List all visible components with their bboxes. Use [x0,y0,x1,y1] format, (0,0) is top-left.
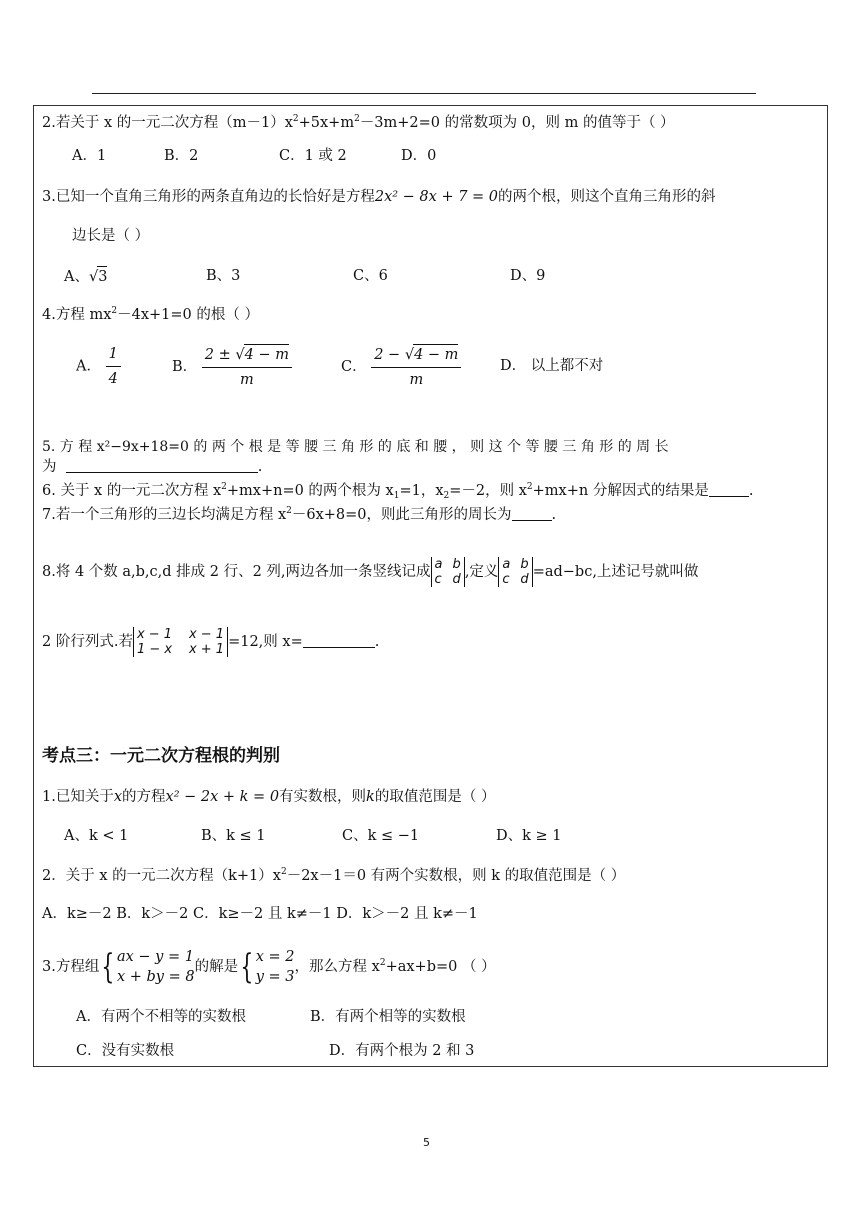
s3-q3-option-b: B．有两个相等的实数根 [310,1009,466,1025]
determinant-abcd-definition: a b c d [498,557,532,587]
question-5: 5. 方 程 x²−9x+18=0 的 两 个 根 是 等 腰 三 角 形 的 底 和 腰 ， 则 这 个 等 腰 三 角 形 的 周 长 [42,439,669,455]
q4-option-a: A． $\frac{1}{4}$ [76,344,121,389]
q5-answer-blank[interactable] [66,458,258,473]
determinant-abcd: a b c d [431,557,465,587]
q3-option-a: A、√3 [64,266,107,287]
q4-option-d: D． 以上都不对 [500,358,604,374]
question-5-line-2: 为 . [42,459,263,475]
solution-system: x = 2 y = 3 [255,949,295,985]
q3-equation: 2x² − 8x + 7 = 0 [374,189,499,205]
q2-option-d: D．0 [401,148,437,164]
s3-q1-option-b: B、k ≤ 1 [201,828,266,844]
s3-question-2: 2．关于 x 的一元二次方程$(k+1)x^2-2x-1=0$ 有两个实数根，则 k 的取值范围是（ ） [42,867,626,884]
question-8-line-2: 2 阶行列式.若 x − 1 x − 1 1 − x x + 1 =12,则 x= . [42,627,380,657]
s3-q3-option-a: A．有两个不相等的实数根 [76,1009,246,1025]
question-2: 2.若关于 x 的一元二次方程$(m-1)x^2+5x+m^2-3m+2=0$ 的常数项为 0，则 m 的值等于（ ） [42,114,675,131]
q3-option-d: D、9 [510,268,546,284]
page-number: 5 [423,1136,430,1149]
question-8: 8.将 4 个数 a,b,c,d 排成 2 行、2 列,两边各加一条竖线记成 a b c d ,定义 a b c d =ad−bc,上述记号就叫做 [42,557,699,587]
equation-system: ax − y = 1 x + by = 8 [116,949,195,985]
section-heading: 考点三：一元二次方程根的判别 [42,746,280,766]
q2-option-b: B．2 [164,148,199,164]
q3-option-c: C、6 [353,268,388,284]
q7-answer-blank[interactable] [512,506,552,521]
question-4: 4.方程 $mx^2-4x+1=0$ 的根（ ） [42,306,259,323]
s3-q1-option-a: A、k < 1 [64,828,129,844]
q4-option-c: C． $\frac{2 - √4 - m}{m}$ [341,344,461,390]
s3-q3-option-c: C．没有实数根 [76,1043,175,1059]
s3-q1-option-d: D、k ≥ 1 [496,828,562,844]
q2-option-c: C．1 或 2 [279,148,347,164]
s3-q3-option-d: D．有两个根为 2 和 3 [329,1043,475,1059]
determinant-x: x − 1 x − 1 1 − x x + 1 [133,627,228,657]
s3-q1-option-c: C、k ≤ −1 [342,828,420,844]
q6-answer-blank[interactable] [709,482,749,497]
q3-option-b: B、3 [206,268,241,284]
header-rule [92,93,756,94]
q4-option-b: B． $\frac{2 \pm √4 - m}{m}$ [172,344,292,390]
question-6: 6. 关于 x 的一元二次方程 $x^2+mx+n=0$ 的两个根为 $x_1=1$，$x_2=-2$，则 $x^2+mx+n$ 分解因式的结果是 . [42,482,754,501]
s3-question-1: 1.已知关于x的方程x² − 2x + k = 0有实数根，则k的取值范围是（ ） [42,789,496,805]
q8-answer-blank[interactable] [303,633,375,648]
question-3: 3.已知一个直角三角形的两条直角边的长恰好是方程2x² − 8x + 7 = 0的两个根，则这个直角三角形的斜 [42,189,716,205]
s3-q2-options: A．k≥－2 B．k＞－2 C．k≥－2 且 k≠－1 D．k＞－2 且 k≠－1 [42,906,478,922]
question-7: 7.若一个三角形的三边长均满足方程 $x^2-6x+8=0$，则此三角形的周长为 . [42,506,557,523]
q2-option-a: A．1 [72,148,107,164]
question-3-line-2: 边长是（ ） [72,228,150,244]
s3-question-3: 3.方程组{ ax − y = 1 x + by = 8 的解是{ x = 2 y = 3 ，那么方程 $x^2+ax+b=0$ （ ） [42,947,496,987]
